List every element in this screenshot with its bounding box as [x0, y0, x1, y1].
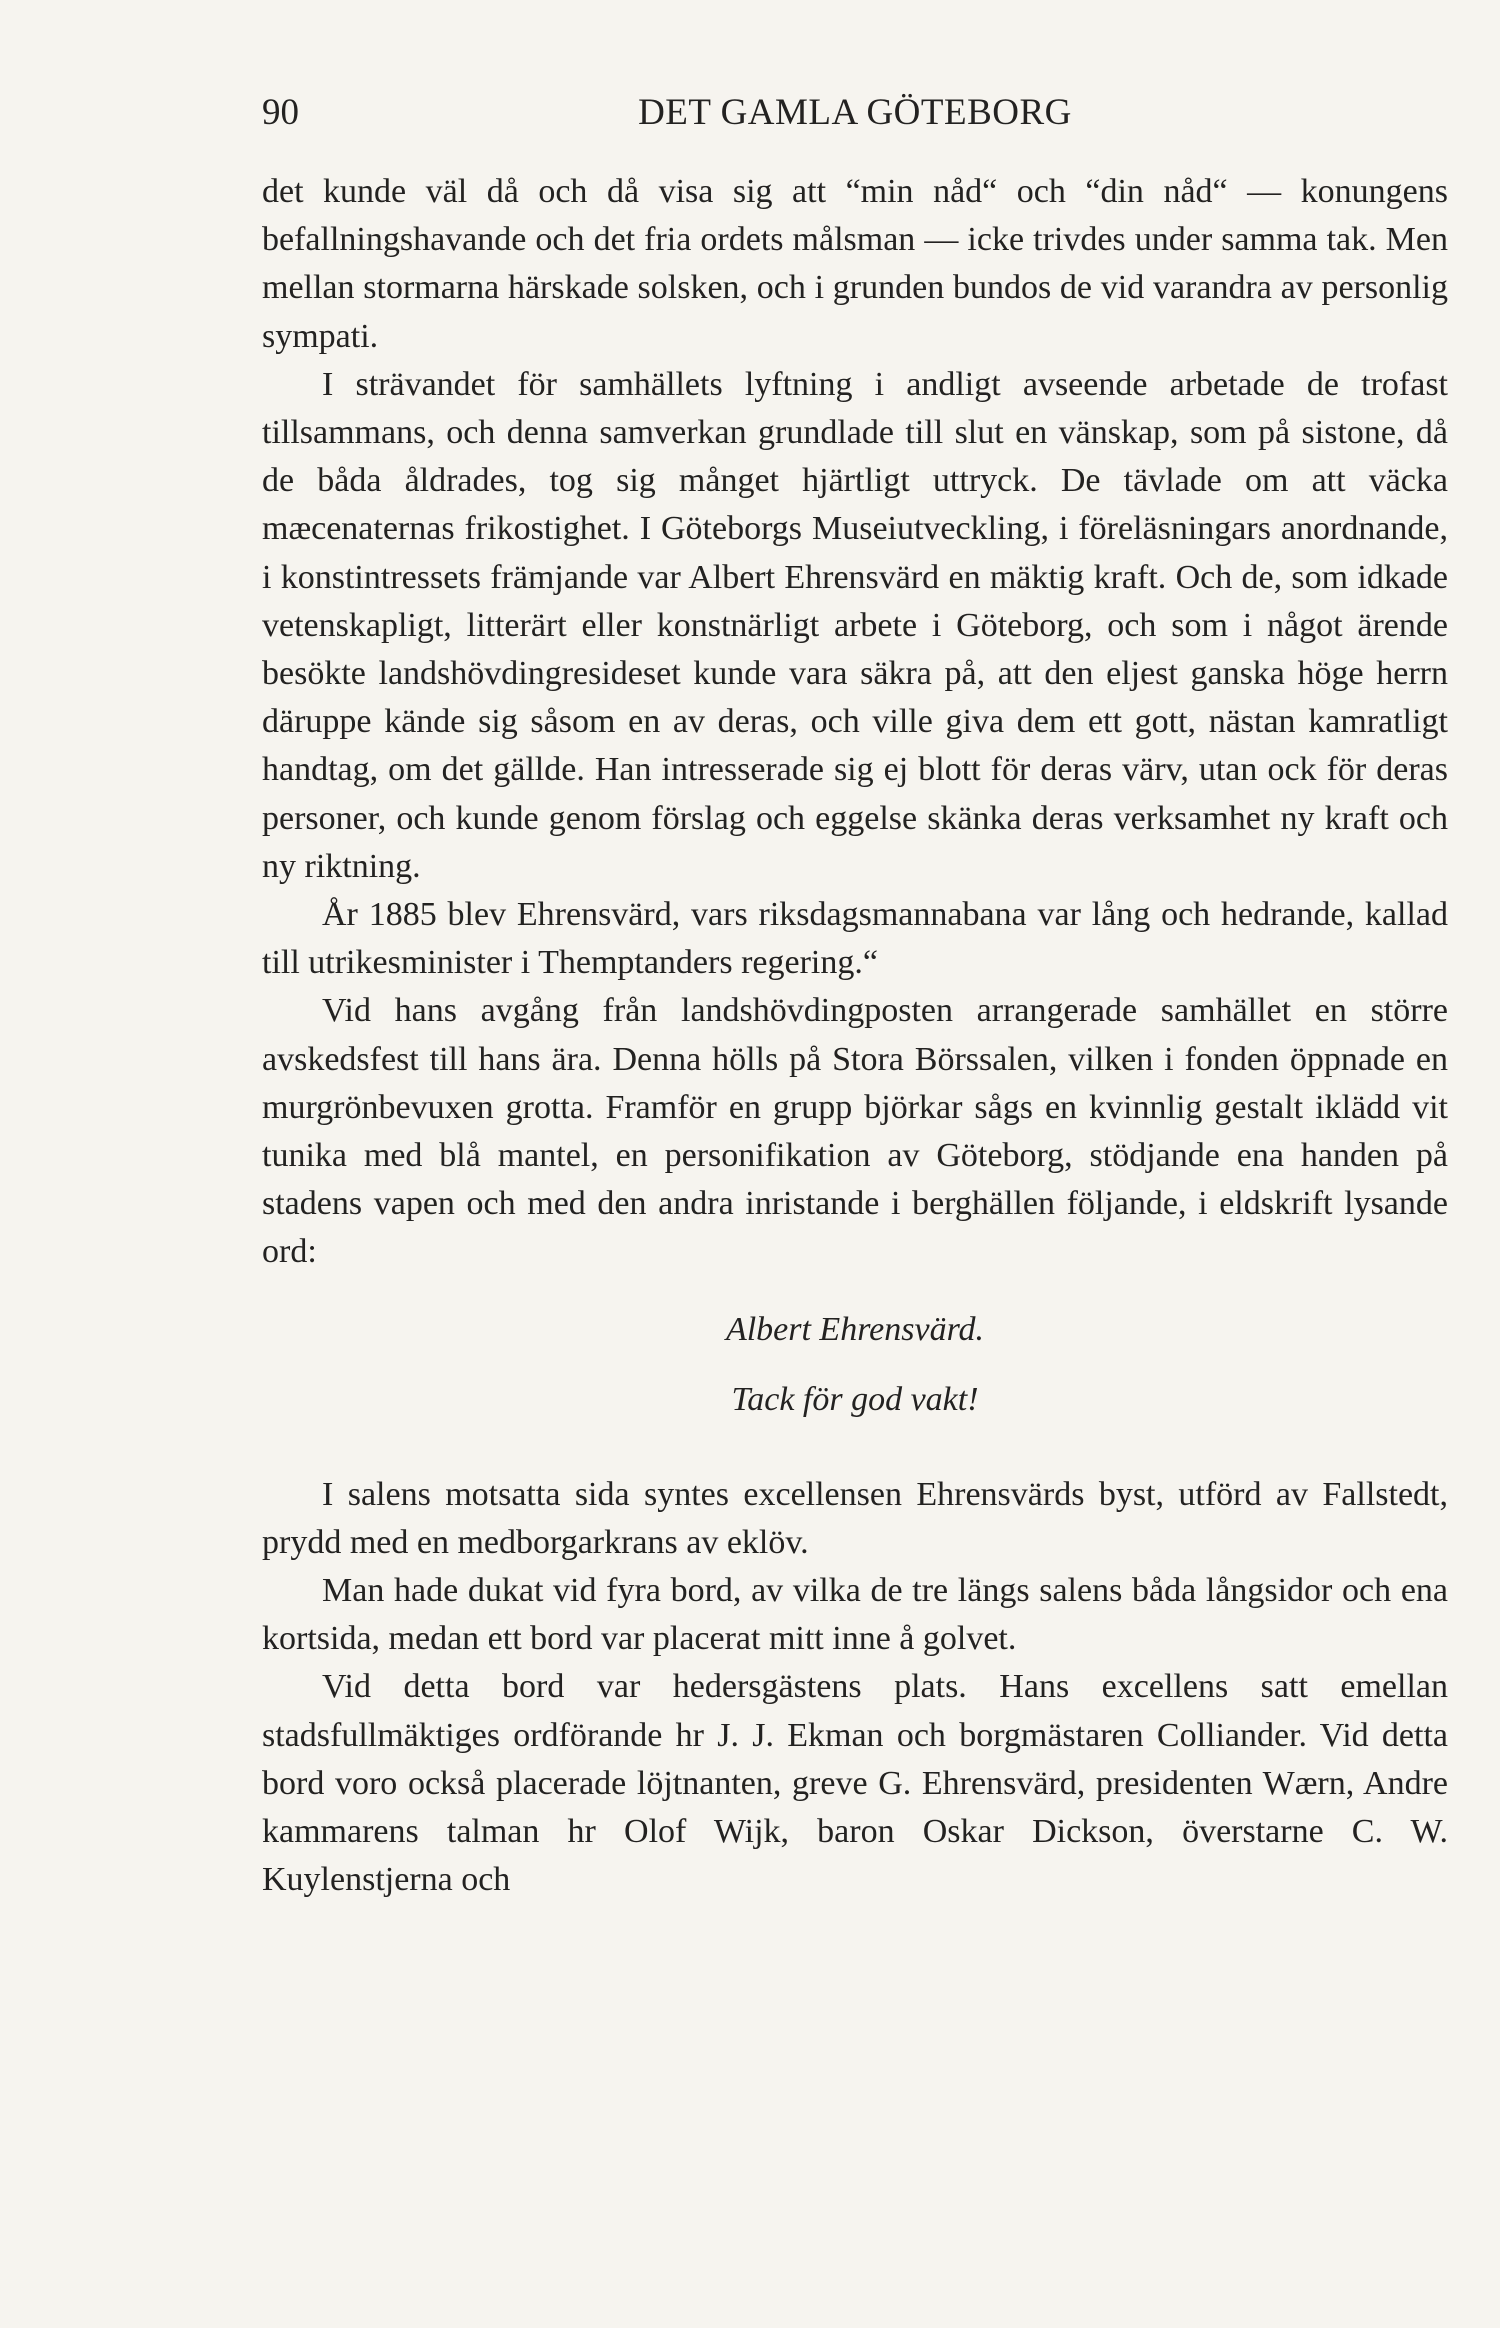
- paragraph-7: Vid detta bord var hedersgästens plats. Hans excellens satt emellan stadsfullmäktiges ordförande hr J. J. Ekman och borgmästaren Colliander. Vid detta bord voro också placerade löjtnanten, greve G. Ehrensvärd, presidenten Wærn, Andre kammarens talman hr Olof Wijk, baron Oskar Dickson, överstarne C. W. Kuylenstjerna och: [262, 1668, 1448, 1899]
- paragraph-1: det kunde väl då och då visa sig att “min nåd“ och “din nåd“ — konungens befallningshavande och det fria ordets målsman — icke trivdes under samma tak. Men mellan stormarna härskade solsken, och i grunden bundos de vid varandra av personlig sympati.: [262, 173, 1448, 355]
- running-title: DET GAMLA GÖTEBORG: [638, 92, 1072, 133]
- paragraph-2: I strävandet för samhällets lyftning i andligt avseende arbetade de trofast tillsammans, och denna samverkan grundlade till slut en vänskap, som på sistone, då de båda åldrades, tog sig månget hjärtligt uttryck. De tävlade om att väcka mæcenaternas frikostighet. I Göteborgs Museiutveckling, i föreläsningars anordnande, i konstintressets främjande var Albert Ehrensvärd en mäktig kraft. Och de, som idkade vetenskapligt, litterärt eller konstnärligt arbete i Göteborg, och som i något ärende besökte landshövdingresideset kunde vara säkra på, att den eljest ganska höge herrn däruppe kände sig såsom en av deras, och ville giva dem ett gott, nästan kamratligt handtag, om det gällde. Han intresserade sig ej blott för deras värv, utan ock för deras personer, och kunde genom förslag och eggelse skänka deras verksamhet ny kraft och ny riktning.: [262, 365, 1448, 885]
- body-text: [262, 168, 1448, 1905]
- inscription-line-1: Albert Ehrensvärd.: [725, 1310, 985, 1348]
- page-number: 90: [262, 92, 299, 133]
- running-head: [262, 88, 1448, 138]
- paragraph-6: Man hade dukat vid fyra bord, av vilka de tre längs salens båda långsidor och ena kortsida, medan ett bord var placerat mitt inne å golvet.: [262, 1572, 1448, 1658]
- inscription: [262, 1295, 1448, 1435]
- paragraph-3: År 1885 blev Ehrensvärd, vars riksdagsmannabana var lång och hedrande, kallad till utrikesminister i Themptanders regering.“: [262, 896, 1448, 982]
- inscription-line-2: Tack för god vakt!: [731, 1380, 979, 1418]
- paragraph-4: Vid hans avgång från landshövdingposten arrangerade samhället en större avskedsfest till hans ära. Denna hölls på Stora Börssalen, vilken i fonden öppnade en murgrönbevuxen grotta. Framför en grupp björkar sågs en kvinnlig gestalt iklädd vit tunika med blå mantel, en personifikation av Göteborg, stödjande ena handen på stadens vapen och med den andra inristande i berghällen följande, i eldskrift lysande ord:: [262, 992, 1448, 1271]
- paragraph-5: I salens motsatta sida syntes excellensen Ehrensvärds byst, utförd av Fallstedt, prydd med en medborgarkrans av eklöv.: [262, 1475, 1448, 1561]
